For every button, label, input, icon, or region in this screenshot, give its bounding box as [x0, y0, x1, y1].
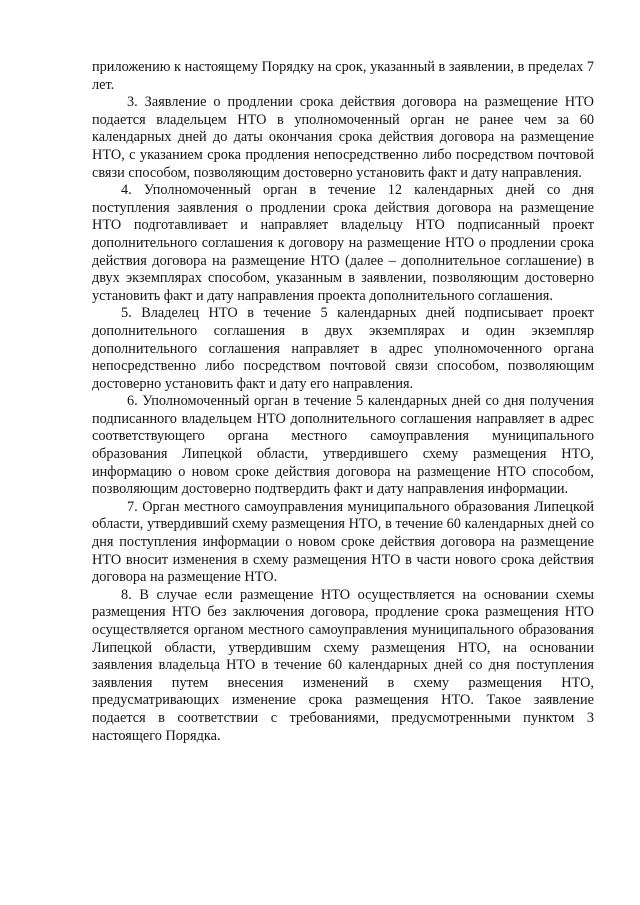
paragraph-continuation: приложению к настоящему Порядку на срок, указанный в заявлении, в пределах 7 лет.: [92, 59, 594, 93]
paragraph-8: 8. В случае если размещение НТО осуществляется на основании схемы размещения НТО без заключения договора, продление срока размещения НТО осуществляется органом местного самоуправления муниципального образования Липецкой области, утвердившим схему размещения НТО, на основании заявления владельца НТО в течение 60 календарных дней со дня поступления заявления путем внесения изменений в схему размещения НТО, предусматривающих изменение срока размещения НТО. Такое заявление подается в соответствии с требованиями, предусмотренными пунктом 3 настоящего Порядка.: [92, 586, 594, 744]
paragraph-4: 4. Уполномоченный орган в течение 12 календарных дней со дня поступления заявления о продлении срока действия договора на размещение НТО подготавливает и направляет владельцу НТО подписанный проект дополнительного соглашения к договору на размещение НТО о продлении срока действия договора на размещение НТО (далее – дополнительное соглашение) в двух экземплярах способом, указанным в заявлении, позволяющим достоверно установить факт и дату направления проекта дополнительного соглашения.: [92, 182, 594, 304]
paragraph-6: 6. Уполномоченный орган в течение 5 календарных дней со дня получения подписанного владельцем НТО дополнительного соглашения направляет в адрес соответствующего органа местного самоуправления муниципального образования Липецкой области, утвердившего схему размещения НТО, информацию о новом сроке действия договора на размещение НТО способом, позволяющим достоверно подтвердить факт и дату направления информации.: [92, 393, 594, 498]
document-body: [92, 59, 594, 745]
paragraph-7: 7. Орган местного самоуправления муниципального образования Липецкой области, утвердивший схему размещения НТО, в течение 60 календарных дней со дня поступления информации о новом сроке действия договора на размещение НТО вносит изменения в схему размещения НТО в части нового срока действия договора на размещение НТО.: [92, 498, 594, 586]
paragraph-5: 5. Владелец НТО в течение 5 календарных дней подписывает проект дополнительного соглашения в двух экземплярах и один экземпляр дополнительного соглашения направляет в адрес уполномоченного органа непосредственно либо посредством почтовой связи способом, позволяющим достоверно установить факт и дату его направления.: [92, 305, 594, 392]
paragraph-3: 3. Заявление о продлении срока действия договора на размещение НТО подается владельцем НТО в уполномоченный орган не ранее чем за 60 календарных дней до даты окончания срока действия договора на размещение НТО, с указанием срока продления непосредственно либо посредством почтовой связи способом, позволяющим достоверно установить факт и дату направления.: [92, 94, 594, 181]
